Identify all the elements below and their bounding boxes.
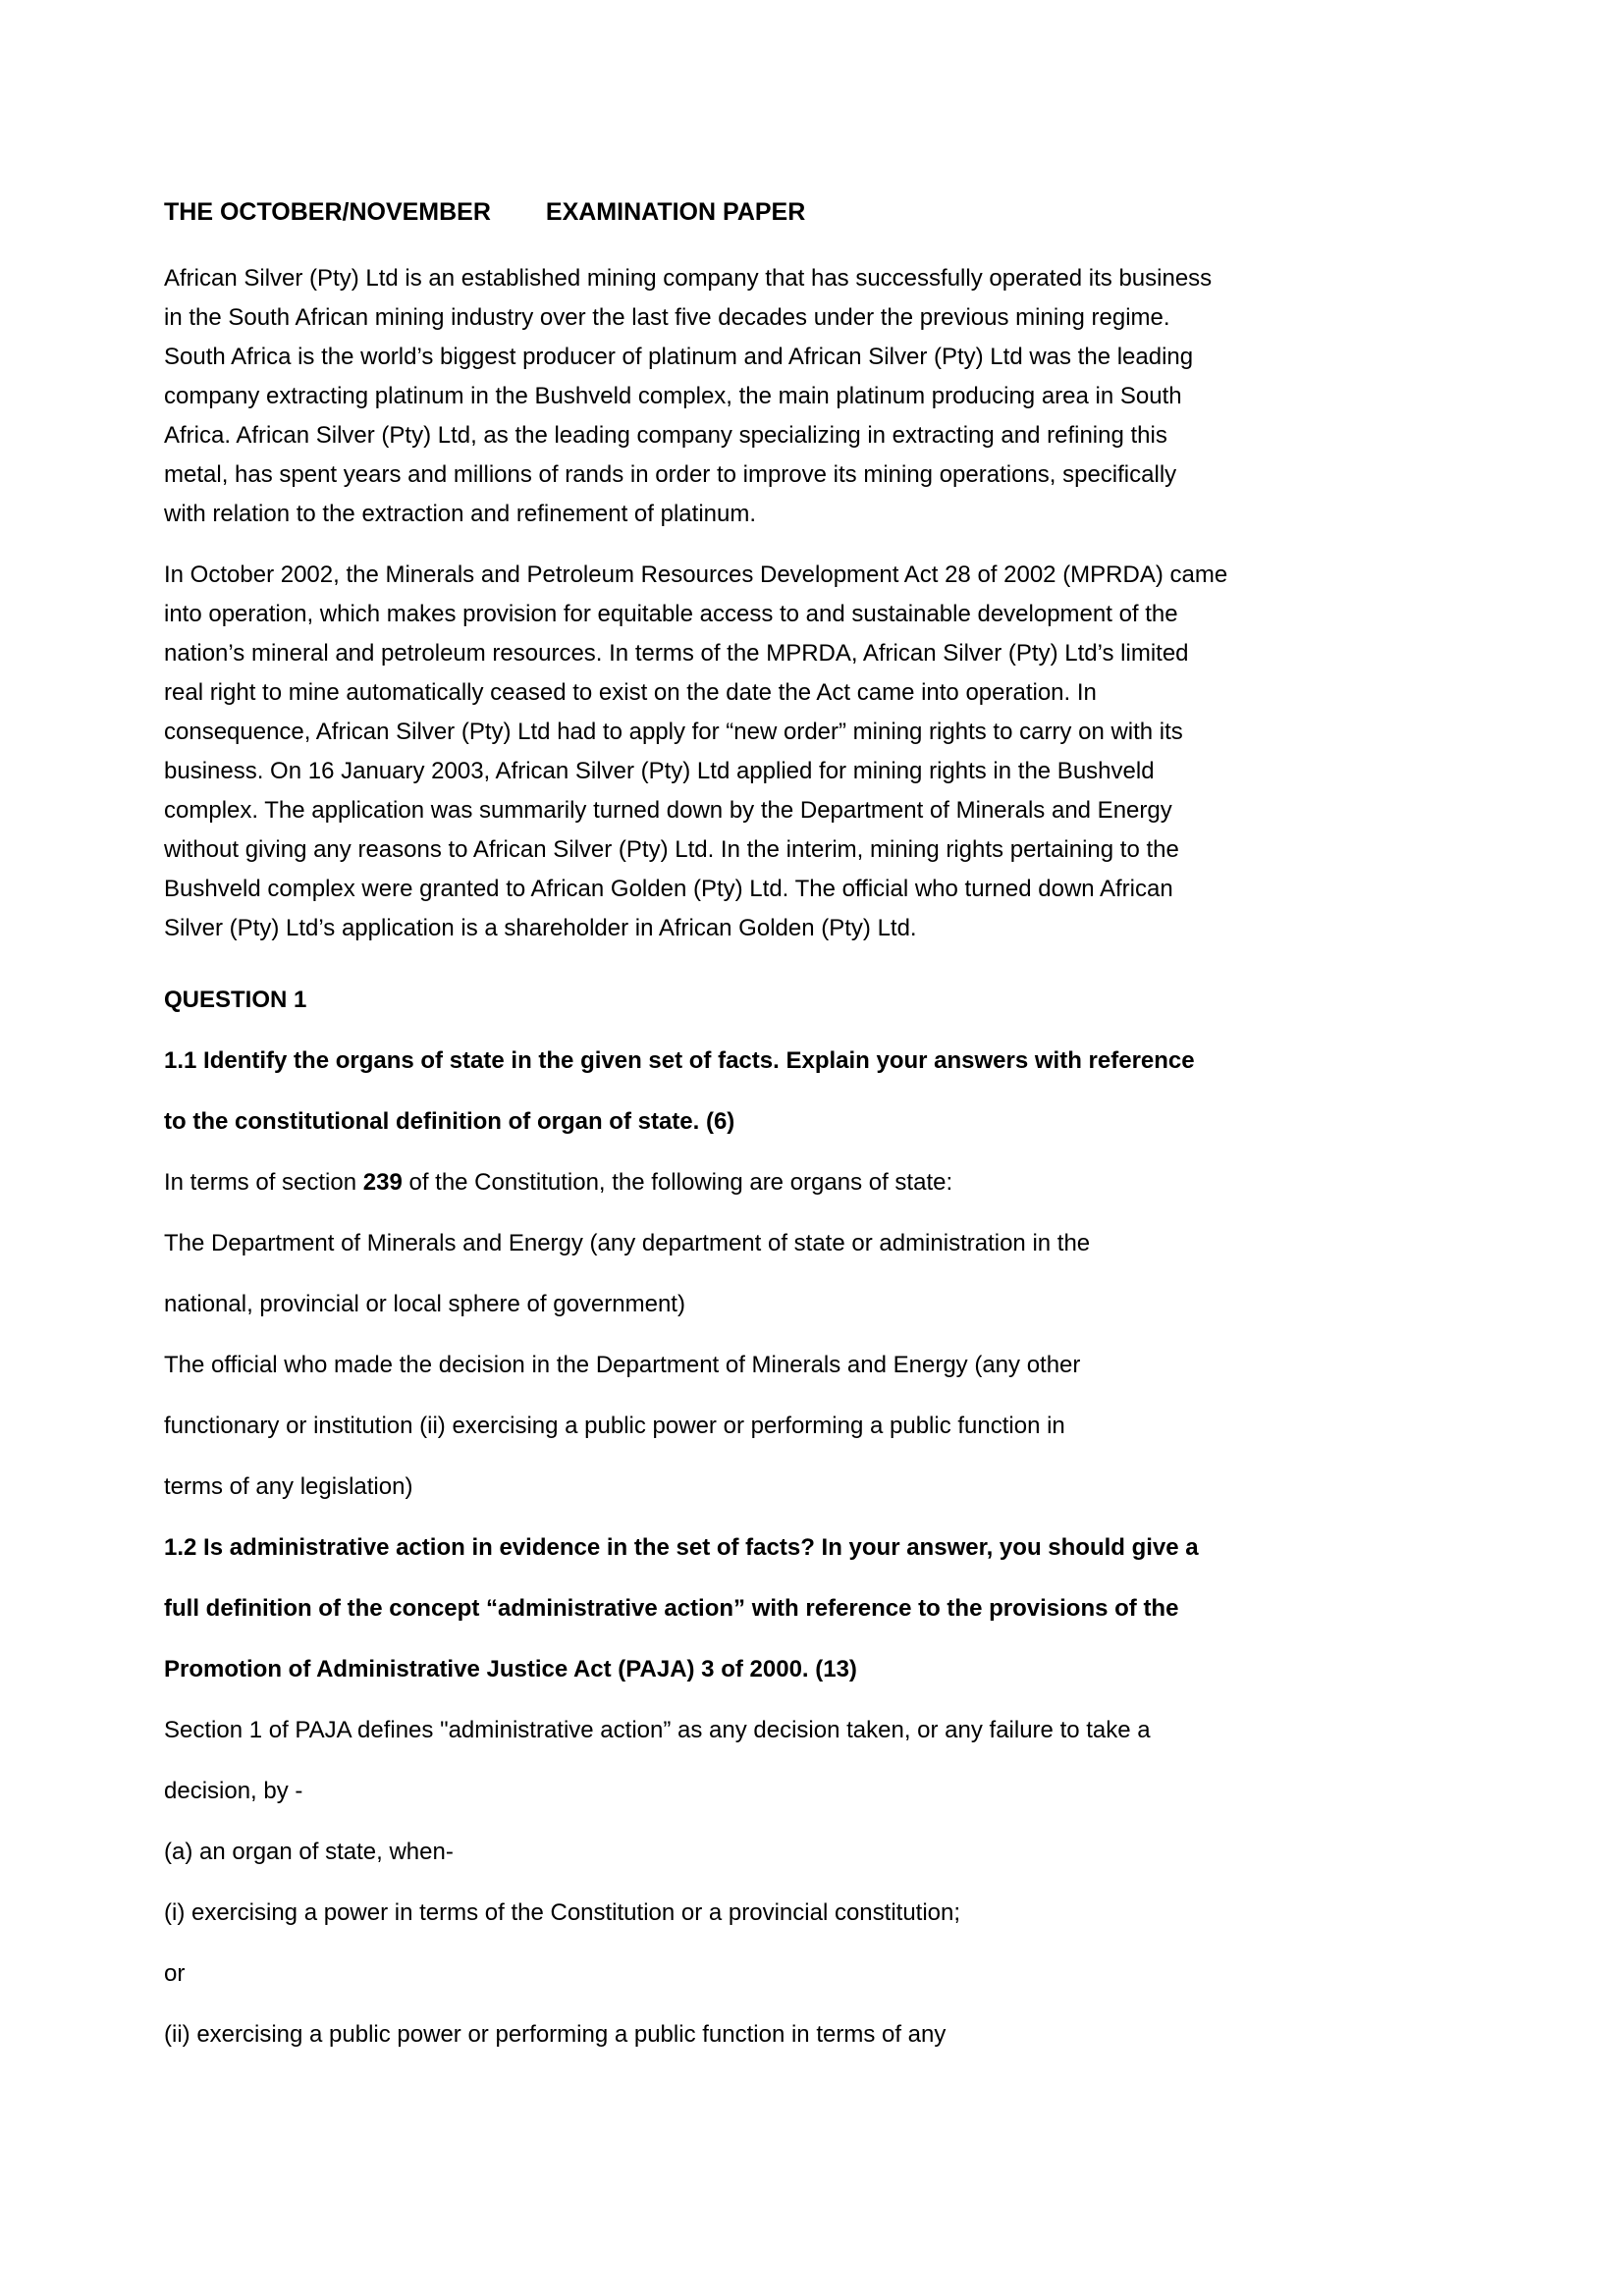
intro2-line: consequence, African Silver (Pty) Ltd had to apply for “new order” mining rights to carry on with its bbox=[164, 719, 1183, 745]
intro2-line: Silver (Pty) Ltd’s application is a shareholder in African Golden (Pty) Ltd. bbox=[164, 915, 917, 941]
q11-answer-intro-section-number: 239 bbox=[362, 1169, 403, 1196]
q12-answer-line: Section 1 of PAJA defines "administrative action” as any decision taken, or any failure to take a bbox=[164, 1717, 1151, 1743]
intro1-line: Africa. African Silver (Pty) Ltd, as the leading company specializing in extracting and refining this bbox=[164, 422, 1167, 449]
q11-heading-line: to the constitutional definition of organ of state. (6) bbox=[164, 1108, 735, 1135]
question-1-heading: QUESTION 1 bbox=[164, 987, 307, 1013]
intro1-line: with relation to the extraction and refinement of platinum. bbox=[164, 501, 756, 527]
document-content bbox=[164, 192, 1539, 2065]
q11-answer-line: national, provincial or local sphere of government) bbox=[164, 1291, 685, 1317]
question-1-section bbox=[164, 970, 1539, 2065]
intro1-line: African Silver (Pty) Ltd is an established mining company that has successfully operated its business bbox=[164, 265, 1213, 292]
intro2-line: In October 2002, the Minerals and Petroleum Resources Development Act 28 of 2002 (MPRDA) came bbox=[164, 561, 1228, 588]
q11-answer-intro-before: In terms of section bbox=[164, 1169, 363, 1196]
q11-heading-line: 1.1 Identify the organs of state in the given set of facts. Explain your answers with reference bbox=[164, 1047, 1195, 1074]
intro2-line: business. On 16 January 2003, African Silver (Pty) Ltd applied for mining rights in the Bushveld bbox=[164, 758, 1155, 784]
intro2-line: into operation, which makes provision for equitable access to and sustainable development of the bbox=[164, 601, 1178, 627]
q12-heading-line: Promotion of Administrative Justice Act (PAJA) 3 of 2000. (13) bbox=[164, 1656, 857, 1682]
q12-answer-line: decision, by - bbox=[164, 1778, 303, 1804]
q11-answer-intro-after: of the Constitution, the following are organs of state: bbox=[402, 1169, 953, 1196]
q12-heading-line: 1.2 Is administrative action in evidence in the set of facts? In your answer, you should give a bbox=[164, 1534, 1199, 1561]
q12-answer-line: (i) exercising a power in terms of the Constitution or a provincial constitution; bbox=[164, 1899, 961, 1926]
intro1-line: in the South African mining industry over the last five decades under the previous mining regime. bbox=[164, 304, 1170, 331]
q11-answer-intro-line bbox=[164, 1152, 1539, 1213]
intro2-line: complex. The application was summarily turned down by the Department of Minerals and Energy bbox=[164, 797, 1172, 824]
intro-paragraph-1 bbox=[164, 259, 1539, 534]
intro1-line: South Africa is the world’s biggest producer of platinum and African Silver (Pty) Ltd was the leading bbox=[164, 344, 1194, 370]
document-title bbox=[164, 192, 1539, 232]
intro1-line: metal, has spent years and millions of rands in order to improve its mining operations, specifically bbox=[164, 461, 1177, 488]
q12-answer-line: (a) an organ of state, when- bbox=[164, 1839, 454, 1865]
intro2-line: real right to mine automatically ceased to exist on the date the Act came into operation. In bbox=[164, 679, 1097, 706]
q12-answer-line: (ii) exercising a public power or performing a public function in terms of any bbox=[164, 2021, 947, 2048]
q12-answer-line: or bbox=[164, 1960, 186, 1987]
intro1-line: company extracting platinum in the Bushveld complex, the main platinum producing area in South bbox=[164, 383, 1182, 409]
q11-answer-line: The Department of Minerals and Energy (any department of state or administration in the bbox=[164, 1230, 1091, 1256]
q11-answer-line: functionary or institution (ii) exercising a public power or performing a public function in bbox=[164, 1413, 1065, 1439]
q11-answer-line: The official who made the decision in the Department of Minerals and Energy (any other bbox=[164, 1352, 1081, 1378]
document-title-part2: EXAMINATION PAPER bbox=[545, 198, 806, 226]
intro-paragraph-2 bbox=[164, 556, 1539, 948]
intro2-line: Bushveld complex were granted to African Golden (Pty) Ltd. The official who turned down African bbox=[164, 876, 1173, 902]
intro2-line: without giving any reasons to African Silver (Pty) Ltd. In the interim, mining rights pertaining to the bbox=[164, 836, 1179, 863]
q11-answer-line: terms of any legislation) bbox=[164, 1473, 413, 1500]
intro2-line: nation’s mineral and petroleum resources. In terms of the MPRDA, African Silver (Pty) Ltd’s limited bbox=[164, 640, 1189, 667]
document-title-part1: THE OCTOBER/NOVEMBER bbox=[164, 198, 491, 226]
q12-heading-line: full definition of the concept “administrative action” with reference to the provisions of the bbox=[164, 1595, 1179, 1622]
